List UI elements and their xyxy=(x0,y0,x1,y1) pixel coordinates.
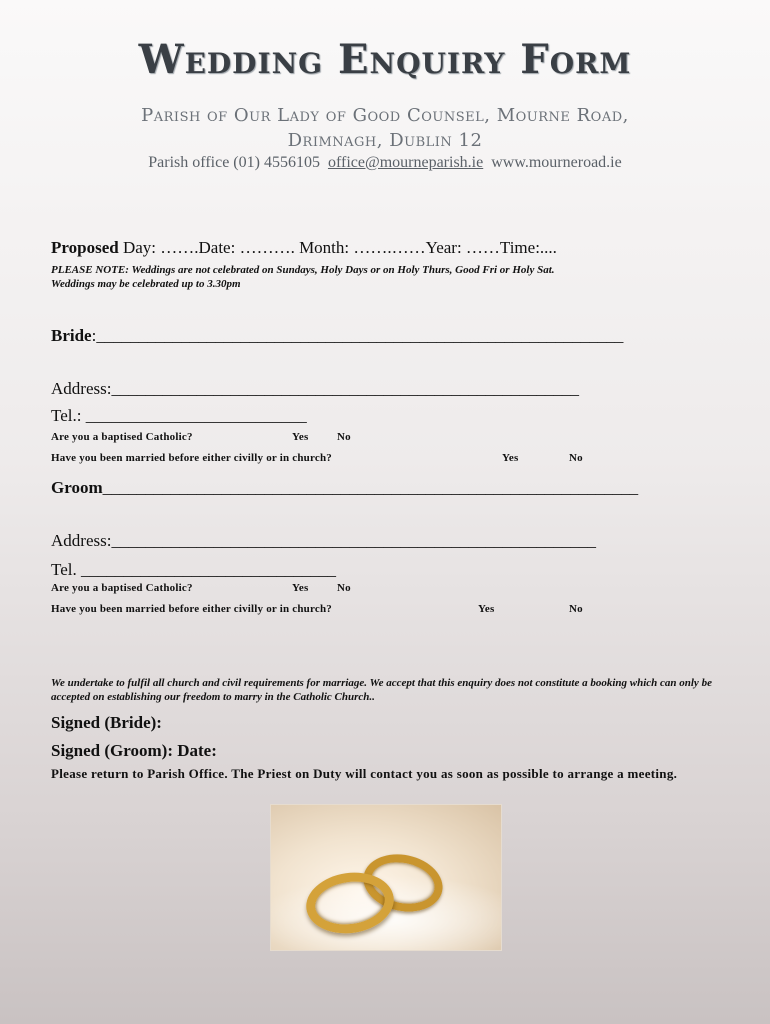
email-link[interactable]: office@mourneparish.ie xyxy=(327,154,484,171)
parish-name xyxy=(60,103,710,153)
website-text[interactable]: www.mourneroad.ie xyxy=(491,154,622,171)
groom-baptised-no[interactable]: No xyxy=(337,582,351,594)
note-line-1: PLEASE NOTE: Weddings are not celebrated on Sundays, Holy Days or on Holy Thurs, Good Fri or Holy Sat. xyxy=(51,264,555,276)
bride-married-question: Have you been married before either civilly or in church? xyxy=(51,452,332,464)
proposed-row xyxy=(51,238,557,258)
wedding-rings-image xyxy=(270,804,502,951)
bride-baptised-no[interactable]: No xyxy=(337,431,351,443)
groom-married-no[interactable]: No xyxy=(569,603,583,615)
groom-name-field[interactable]: _______________________________________________________________ xyxy=(102,478,639,497)
office-phone: Parish office (01) 4556105 xyxy=(148,154,320,171)
form-title: Wedding Enquiry Form xyxy=(138,36,632,83)
note-line-2: Weddings may be celebrated up to 3.30pm xyxy=(51,278,241,290)
groom-name-row xyxy=(51,478,638,498)
parish-line-2: Drimnagh, Dublin 12 xyxy=(287,130,483,151)
groom-label: Groom xyxy=(51,478,103,497)
bride-married-no[interactable]: No xyxy=(569,452,583,464)
groom-baptised-yes[interactable]: Yes xyxy=(292,582,309,594)
bride-married-yes[interactable]: Yes xyxy=(502,452,519,464)
contact-line xyxy=(0,154,770,172)
return-instructions: Please return to Parish Office. The Priest on Duty will contact you as soon as possible to arrange a meeting. xyxy=(51,766,678,781)
bride-baptised-yes[interactable]: Yes xyxy=(292,431,309,443)
bride-tel-field[interactable]: Tel.: __________________________ xyxy=(51,406,307,425)
groom-baptised-question: Are you a baptised Catholic? xyxy=(51,582,193,594)
groom-address-field[interactable]: Address:_________________________________________________________ xyxy=(51,531,596,550)
bride-name-row xyxy=(51,326,623,346)
bride-address-field[interactable]: Address:_______________________________________________________ xyxy=(51,379,579,398)
proposed-label: Proposed xyxy=(51,238,119,257)
declaration-text: We undertake to fulfil all church and civil requirements for marriage. We accept that this enquiry does not constitute a booking which can only be accepted on establishing our freedom to marry in the Catholic Church.. xyxy=(51,677,712,703)
signed-groom-date-label: Signed (Groom): Date: xyxy=(51,741,217,760)
bride-baptised-question: Are you a baptised Catholic? xyxy=(51,431,193,443)
groom-married-question: Have you been married before either civilly or in church? xyxy=(51,603,332,615)
signed-bride-label: Signed (Bride): xyxy=(51,713,162,732)
proposed-fields[interactable]: Day: …….Date: ………. Month: …….……Year: ……Time:.... xyxy=(122,238,557,257)
bride-name-field[interactable]: :______________________________________________________________ xyxy=(91,326,624,345)
groom-married-yes[interactable]: Yes xyxy=(478,603,495,615)
parish-line-1: Parish of Our Lady of Good Counsel, Mourne Road, xyxy=(141,105,629,126)
groom-tel-field[interactable]: Tel. ______________________________ xyxy=(51,560,336,579)
bride-label: Bride xyxy=(51,326,92,345)
